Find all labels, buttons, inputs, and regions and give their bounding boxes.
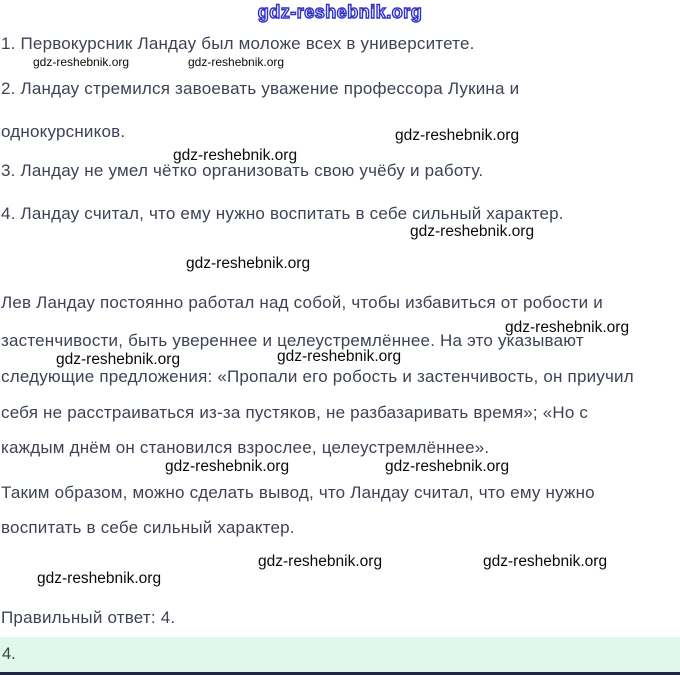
body-line-2: 2. Ландау стремился завоевать уважение профессора Лукина и [1, 79, 520, 98]
body-line-8: следующие предложения: «Пропали его робость и застенчивость, он приучил [1, 367, 634, 386]
body-line-10: каждым днём он становился взрослее, целеустремлённее». [1, 438, 490, 457]
site-watermark: gdz-reshebnik.org [483, 553, 608, 570]
site-watermark: gdz-reshebnik.org [37, 570, 162, 587]
site-watermark: gdz-reshebnik.org [56, 351, 181, 368]
site-watermark: gdz-reshebnik.org [33, 55, 130, 69]
body-line-1: 1. Первокурсник Ландау был моложе всех в университете. [1, 34, 475, 53]
body-line-3: однокурсников. [1, 122, 126, 141]
body-line-12: воспитать в себе сильный характер. [1, 518, 295, 537]
site-watermark: gdz-reshebnik.org [188, 55, 285, 69]
body-line-4: 3. Ландау не умел чётко организовать свою учёбу и работу. [1, 161, 484, 180]
site-watermark: gdz-reshebnik.org [277, 348, 402, 365]
site-watermark-header: gdz-reshebnik.org [257, 2, 423, 22]
site-watermark: gdz-reshebnik.org [410, 223, 535, 240]
body-line-6: Лев Ландау постоянно работал над собой, чтобы избавиться от робости и [1, 293, 603, 312]
site-watermark: gdz-reshebnik.org [395, 127, 520, 144]
answer-highlight-box [0, 637, 680, 672]
site-watermark: gdz-reshebnik.org [186, 255, 311, 272]
site-watermark: gdz-reshebnik.org [258, 553, 383, 570]
answer-value: 4. [2, 645, 16, 663]
site-watermark: gdz-reshebnik.org [165, 458, 290, 475]
site-watermark: gdz-reshebnik.org [385, 458, 510, 475]
site-watermark: gdz-reshebnik.org [505, 319, 630, 336]
body-line-9: себя не расстраиваться из-за пустяков, не разбазаривать время»; «Но с [1, 403, 589, 422]
body-line-7: застенчивости, быть увереннее и целеустремлённее. На это указывают [1, 331, 584, 350]
site-watermark: gdz-reshebnik.org [173, 147, 298, 164]
body-line-5: 4. Ландау считал, что ему нужно воспитать в себе сильный характер. [1, 204, 564, 223]
body-line-11: Таким образом, можно сделать вывод, что Ландау считал, что ему нужно [1, 483, 595, 502]
correct-answer-label: Правильный ответ: 4. [1, 608, 176, 627]
